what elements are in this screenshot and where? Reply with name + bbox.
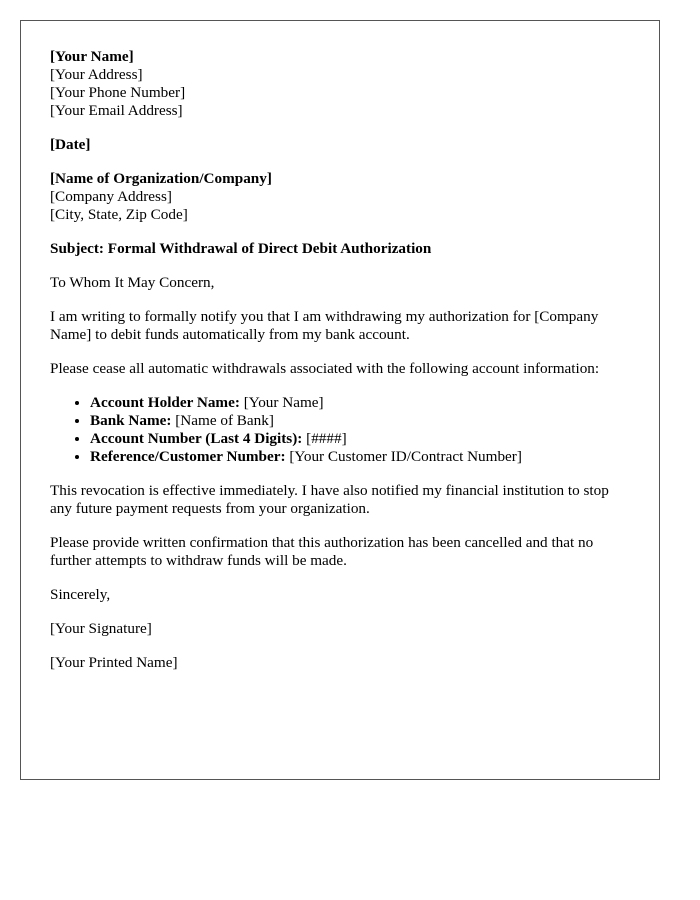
detail-label: Account Holder Name: — [90, 394, 240, 411]
list-item — [90, 412, 630, 430]
detail-value: [Your Customer ID/Contract Number] — [285, 448, 522, 465]
letter-date: [Date] — [50, 136, 91, 153]
recipient-city-state-zip: [City, State, Zip Code] — [50, 206, 188, 223]
detail-label: Account Number (Last 4 Digits): — [90, 430, 303, 447]
signature: [Your Signature] — [50, 620, 152, 637]
account-details-list — [50, 394, 630, 466]
closing: Sincerely, — [50, 586, 111, 603]
subject-line: Subject: Formal Withdrawal of Direct Debit Authorization — [50, 240, 432, 257]
recipient-address: [Company Address] — [50, 188, 172, 205]
list-item — [90, 448, 630, 466]
list-item — [90, 394, 630, 412]
date-block — [50, 136, 630, 154]
sender-name: [Your Name] — [50, 48, 134, 65]
recipient-organization: [Name of Organization/Company] — [50, 170, 272, 187]
detail-label: Reference/Customer Number: — [90, 448, 286, 465]
detail-value: [####] — [302, 430, 347, 447]
salutation: To Whom It May Concern, — [50, 274, 215, 291]
sender-block — [50, 48, 630, 120]
letter-page — [20, 20, 660, 780]
intro-paragraph: I am writing to formally notify you that I am withdrawing my authorization for [Company Name] to debit funds automatically from my bank account. — [50, 308, 599, 343]
sender-phone: [Your Phone Number] — [50, 84, 186, 101]
recipient-block — [50, 170, 630, 224]
sender-address: [Your Address] — [50, 66, 143, 83]
confirmation-paragraph: Please provide written confirmation that this authorization has been cancelled and that no further attempts to withdraw funds will be made. — [50, 534, 594, 569]
sender-email: [Your Email Address] — [50, 102, 183, 119]
detail-value: [Name of Bank] — [171, 412, 274, 429]
list-item — [90, 430, 630, 448]
printed-name: [Your Printed Name] — [50, 654, 178, 671]
detail-label: Bank Name: — [90, 412, 172, 429]
revocation-paragraph: This revocation is effective immediately. I have also notified my financial institution to stop any future payment requests from your organization. — [50, 482, 609, 517]
detail-value: [Your Name] — [239, 394, 324, 411]
request-paragraph: Please cease all automatic withdrawals associated with the following account information: — [50, 360, 600, 377]
